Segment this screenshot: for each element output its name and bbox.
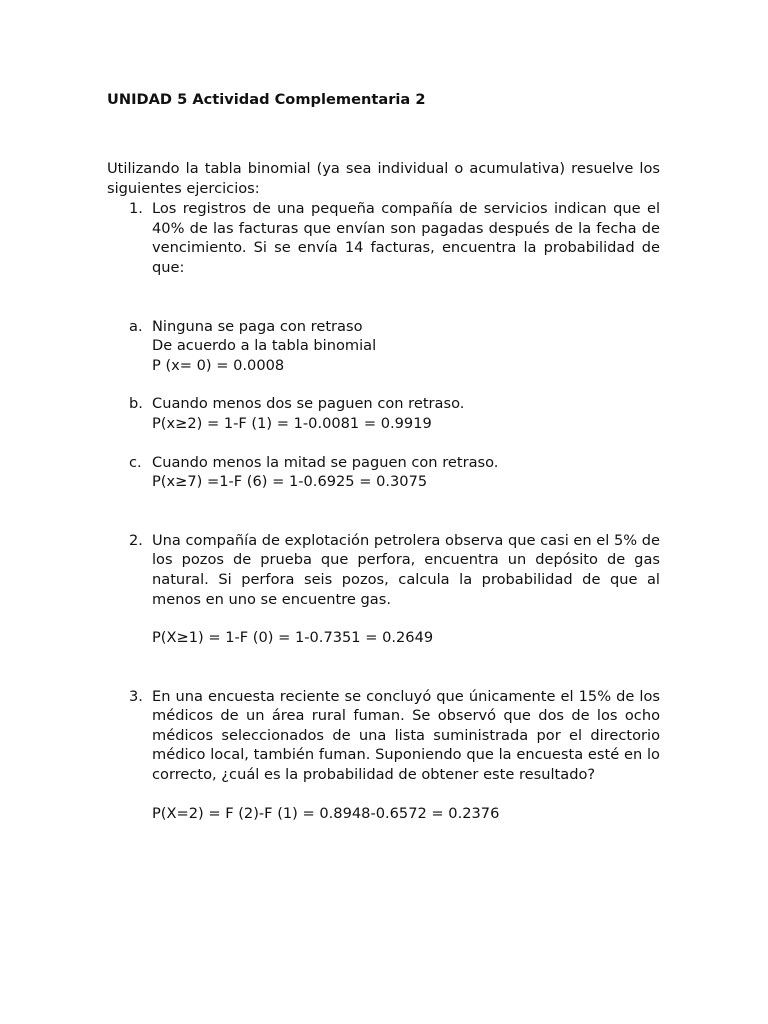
- exercise-3-number: 3.: [129, 687, 143, 705]
- exercise-2-text: Una compañía de explotación petrolera observa que casi en el 5% de los pozos de prueba que perfora, encuentra un depósito de gas natural. Si perfora seis pozos, calcula la probabilidad de que al menos en uno se encuentre gas.: [152, 531, 660, 608]
- exercise-1c-text: Cuando menos la mitad se paguen con retraso.: [152, 453, 499, 471]
- exercise-1c-answer: P(x≥7) =1-F (6) = 1-0.6925 = 0.3075: [152, 473, 428, 491]
- exercise-3-answer: P(X=2) = F (2)-F (1) = 0.8948-0.6572 = 0.2376: [152, 804, 500, 822]
- intro-paragraph: Utilizando la tabla binomial (ya sea individual o acumulativa) resuelve los siguientes ejercicios:: [107, 160, 660, 197]
- exercise-1a-text: Ninguna se paga con retraso: [152, 317, 363, 335]
- exercise-2: [107, 531, 660, 648]
- exercise-2-number: 2.: [129, 531, 143, 549]
- exercise-1-number: 1.: [129, 200, 143, 218]
- exercise-3-text: En una encuesta reciente se concluyó que únicamente el 15% de los médicos de un área rural fuman. Se observó que dos de los ocho médicos seleccionados de una lista suministrada por el directorio médico local, también fuman. Suponiendo que la encuesta esté en lo correcto, ¿cuál es la probabilidad de obtener este resultado?: [152, 687, 660, 784]
- exercise-1: [107, 199, 660, 277]
- exercise-3: [107, 687, 660, 824]
- exercise-1b-answer: P(x≥2) = 1-F (1) = 1-0.0081 = 0.9919: [152, 414, 432, 432]
- exercise-1c: [107, 453, 660, 492]
- exercise-1b: [107, 394, 660, 433]
- document-title: UNIDAD 5 Actividad Complementaria 2: [107, 91, 426, 108]
- exercise-1c-letter: c.: [129, 453, 142, 471]
- exercise-1a-answer: P (x= 0) = 0.0008: [152, 356, 285, 374]
- exercise-1a-note: De acuerdo a la tabla binomial: [152, 337, 377, 355]
- exercise-1a: [107, 317, 660, 376]
- exercise-1-text: Los registros de una pequeña compañía de servicios indican que el 40% de las facturas que envían son pagadas después de la fecha de vencimiento. Si se envía 14 facturas, encuentra la probabilidad de que:: [152, 200, 660, 276]
- exercise-2-answer: P(X≥1) = 1-F (0) = 1-0.7351 = 0.2649: [152, 629, 434, 647]
- exercise-1a-letter: a.: [129, 317, 143, 335]
- document-page: [107, 90, 660, 823]
- exercise-1b-text: Cuando menos dos se paguen con retraso.: [152, 395, 465, 413]
- exercise-1b-letter: b.: [129, 395, 143, 413]
